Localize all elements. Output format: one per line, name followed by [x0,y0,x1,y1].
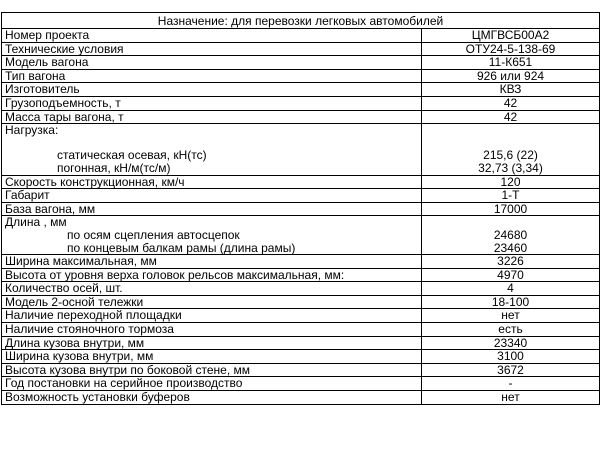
load-value-cell [422,124,600,175]
row-value: 42 [422,110,600,124]
row-value: - [422,377,600,391]
row-label: Габарит [2,189,422,203]
row-value: нет [422,391,600,405]
load-static-label: статическая осевая, кН(тс) [57,148,207,163]
row-label: Модель вагона [2,56,422,70]
table-row [2,175,600,189]
row-label: Ширина максимальная, мм [2,255,422,269]
row-value: 1-Т [422,189,600,203]
table-row [2,202,600,216]
length-label-cell [2,216,422,255]
row-value: 23340 [422,336,600,350]
row-label: Модель 2-осной тележки [2,295,422,309]
length-value-cell [422,216,600,255]
length-beams-label: по концевым балкам рамы (длина рамы) [67,240,296,255]
load-static-value: 215,6 (22) [483,148,538,163]
row-value: нет [422,309,600,323]
table-row [2,363,600,377]
row-value: ЦМГВСБ00А2 [422,29,600,43]
spec-table [1,12,600,405]
load-heading: Нагрузка: [5,123,59,138]
row-label: Масса тары вагона, т [2,110,422,124]
row-label: Ширина кузова внутри, мм [2,350,422,364]
table-row [2,110,600,124]
table-row [2,391,600,405]
row-label: Технические условия [2,42,422,56]
row-value: 3672 [422,363,600,377]
row-label: Наличие стояночного тормоза [2,323,422,337]
row-value: КВЗ [422,83,600,97]
table-row-load [2,124,600,175]
row-value: 120 [422,175,600,189]
table-title-row [2,13,600,29]
table-row [2,56,600,70]
row-value: 4 [422,282,600,296]
row-value: 11-К651 [422,56,600,70]
row-value: 42 [422,96,600,110]
row-label: Скорость конструкционная, км/ч [2,175,422,189]
table-row [2,268,600,282]
row-label: Высота от уровня верха головок рельсов максимальная, мм: [2,268,422,282]
table-row [2,42,600,56]
length-axes-value: 24680 [493,227,528,242]
row-label: База вагона, мм [2,202,422,216]
table-row [2,255,600,269]
table-title: Назначение: для перевозки легковых автомобилей [2,13,600,29]
row-label: Количество осей, шт. [2,282,422,296]
spec-sheet [0,12,600,405]
row-value: ОТУ24-5-138-69 [422,42,600,56]
row-label: Номер проекта [2,29,422,43]
table-row [2,29,600,43]
row-label: Длина кузова внутри, мм [2,336,422,350]
row-label: Высота кузова внутри по боковой стене, мм [2,363,422,377]
table-row [2,377,600,391]
row-value: 926 или 924 [422,69,600,83]
length-beams-value: 23460 [493,240,528,255]
load-linear-label: погонная, кН/м(тс/м) [57,160,171,175]
row-value: 3226 [422,255,600,269]
row-value: есть [422,323,600,337]
table-row [2,189,600,203]
row-label: Наличие переходной площадки [2,309,422,323]
row-label: Год постановки на серийное производство [2,377,422,391]
row-value: 18-100 [422,295,600,309]
row-label: Изготовитель [2,83,422,97]
row-value: 4970 [422,268,600,282]
length-heading: Длина , мм [5,215,67,230]
table-row [2,69,600,83]
table-row [2,295,600,309]
load-linear-value: 32,73 (3,34) [478,160,543,175]
table-row [2,323,600,337]
table-row [2,350,600,364]
row-label: Возможность установки буферов [2,391,422,405]
table-row [2,96,600,110]
row-value: 3100 [422,350,600,364]
load-label-cell [2,124,422,175]
row-label: Тип вагона [2,69,422,83]
table-row [2,282,600,296]
table-row [2,309,600,323]
row-label: Грузоподъемность, т [2,96,422,110]
length-axes-label: по осям сцепления автосцепок [67,227,240,242]
table-row [2,336,600,350]
table-row-length [2,216,600,255]
row-value: 17000 [422,202,600,216]
table-row [2,83,600,97]
